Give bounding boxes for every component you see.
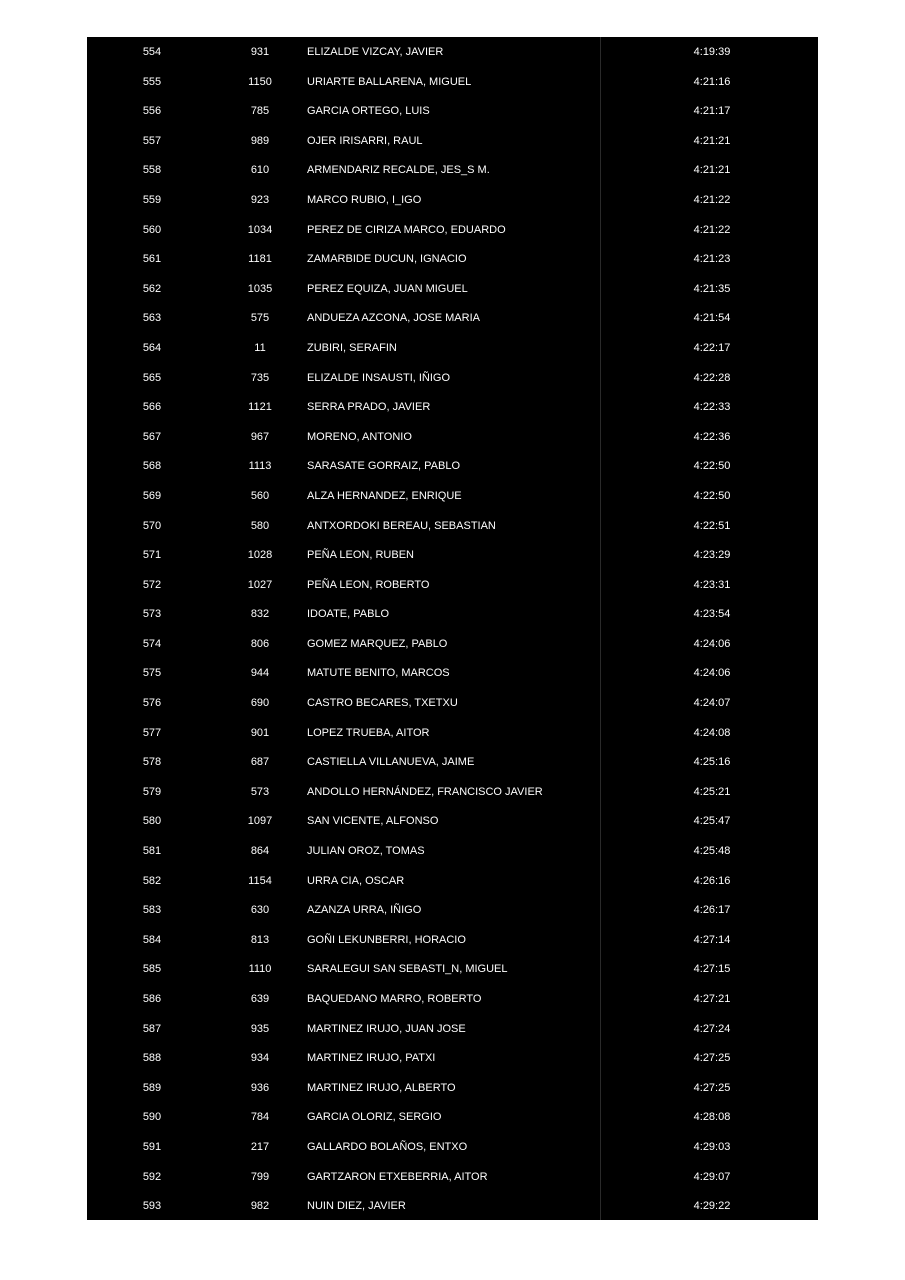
bib-cell: 1034 bbox=[247, 223, 273, 236]
position-cell: 567 bbox=[142, 430, 162, 443]
runner-name-cell: PEREZ DE CIRIZA MARCO, EDUARDO bbox=[307, 223, 506, 236]
bib-cell: 923 bbox=[250, 193, 270, 206]
bib-cell: 690 bbox=[250, 697, 270, 710]
finish-time-cell: 4:27:21 bbox=[693, 993, 731, 1005]
table-row bbox=[87, 392, 818, 422]
bib-cell: 575 bbox=[250, 312, 270, 325]
runner-name-cell: ZAMARBIDE DUCUN, IGNACIO bbox=[307, 253, 467, 266]
finish-time-cell: 4:21:23 bbox=[693, 253, 731, 266]
runner-name-cell: MARTINEZ IRUJO, ALBERTO bbox=[307, 1081, 456, 1094]
position-cell: 586 bbox=[142, 993, 162, 1005]
finish-time-cell: 4:27:24 bbox=[693, 1022, 731, 1035]
position-cell: 559 bbox=[142, 193, 162, 206]
table-row bbox=[87, 540, 818, 570]
finish-time-cell: 4:29:22 bbox=[693, 1200, 731, 1213]
runner-name-cell: GOMEZ MARQUEZ, PABLO bbox=[307, 637, 448, 650]
runner-name-cell: ZUBIRI, SERAFIN bbox=[307, 341, 397, 354]
table-row bbox=[87, 1102, 818, 1132]
position-cell: 577 bbox=[142, 726, 162, 739]
bib-cell: 639 bbox=[250, 993, 270, 1005]
finish-time-cell: 4:27:14 bbox=[693, 933, 731, 946]
runner-name-cell: SARASATE GORRAIZ, PABLO bbox=[307, 460, 461, 473]
position-cell: 568 bbox=[142, 460, 162, 473]
position-cell: 581 bbox=[142, 845, 162, 858]
finish-time-cell: 4:27:25 bbox=[693, 1052, 731, 1065]
runner-name-cell: MARTINEZ IRUJO, PATXI bbox=[307, 1052, 436, 1065]
runner-name-cell: ANTXORDOKI BEREAU, SEBASTIAN bbox=[307, 519, 496, 532]
finish-time-cell: 4:24:08 bbox=[693, 726, 731, 739]
bib-cell: 1097 bbox=[247, 815, 273, 828]
position-cell: 575 bbox=[142, 667, 162, 680]
position-cell: 563 bbox=[142, 312, 162, 325]
bib-cell: 1181 bbox=[248, 253, 272, 266]
bib-cell: 784 bbox=[250, 1111, 270, 1124]
bib-cell: 935 bbox=[250, 1022, 270, 1035]
table-row bbox=[87, 37, 818, 67]
runner-name-cell: PEREZ EQUIZA, JUAN MIGUEL bbox=[307, 282, 468, 295]
runner-name-cell: ALZA HERNANDEZ, ENRIQUE bbox=[307, 489, 462, 502]
table-row bbox=[87, 155, 818, 185]
position-cell: 585 bbox=[142, 963, 162, 976]
table-row bbox=[87, 126, 818, 156]
finish-time-cell: 4:21:22 bbox=[693, 193, 731, 206]
position-cell: 578 bbox=[142, 756, 162, 769]
runner-name-cell: GARTZARON ETXEBERRIA, AITOR bbox=[307, 1170, 488, 1183]
bib-cell: 934 bbox=[250, 1052, 270, 1065]
runner-name-cell: ELIZALDE VIZCAY, JAVIER bbox=[307, 46, 444, 58]
position-cell: 571 bbox=[142, 549, 162, 562]
position-cell: 554 bbox=[142, 46, 162, 58]
bib-cell: 1028 bbox=[247, 549, 273, 562]
finish-time-cell: 4:23:54 bbox=[693, 608, 731, 621]
position-cell: 560 bbox=[142, 223, 162, 236]
bib-cell: 806 bbox=[250, 637, 270, 650]
runner-name-cell: NUIN DIEZ, JAVIER bbox=[307, 1200, 406, 1213]
runner-name-cell: MARTINEZ IRUJO, JUAN JOSE bbox=[307, 1022, 466, 1035]
position-cell: 564 bbox=[142, 341, 162, 354]
bib-cell: 1121 bbox=[248, 401, 272, 414]
finish-time-cell: 4:22:51 bbox=[693, 519, 731, 532]
finish-time-cell: 4:22:36 bbox=[693, 430, 731, 443]
position-cell: 590 bbox=[142, 1111, 162, 1124]
position-cell: 587 bbox=[142, 1022, 162, 1035]
runner-name-cell: IDOATE, PABLO bbox=[307, 608, 390, 621]
position-cell: 593 bbox=[142, 1200, 162, 1213]
position-cell: 558 bbox=[142, 164, 162, 177]
finish-time-cell: 4:21:35 bbox=[693, 282, 731, 295]
bib-cell: 1113 bbox=[248, 460, 272, 473]
runner-name-cell: ARMENDARIZ RECALDE, JES_S M. bbox=[307, 164, 490, 177]
finish-time-cell: 4:21:54 bbox=[693, 312, 731, 325]
table-row bbox=[87, 777, 818, 807]
runner-name-cell: MORENO, ANTONIO bbox=[307, 430, 412, 443]
table-row bbox=[87, 658, 818, 688]
runner-name-cell: CASTRO BECARES, TXETXU bbox=[307, 697, 458, 710]
table-row bbox=[87, 747, 818, 777]
bib-cell: 901 bbox=[250, 726, 270, 739]
position-cell: 592 bbox=[142, 1170, 162, 1183]
finish-time-cell: 4:24:06 bbox=[693, 637, 731, 650]
finish-time-cell: 4:26:16 bbox=[693, 874, 731, 887]
finish-time-cell: 4:22:50 bbox=[693, 460, 731, 473]
table-row bbox=[87, 511, 818, 541]
runner-name-cell: MATUTE BENITO, MARCOS bbox=[307, 667, 450, 680]
finish-time-cell: 4:29:07 bbox=[693, 1170, 731, 1183]
position-cell: 588 bbox=[142, 1052, 162, 1065]
bib-cell: 832 bbox=[250, 608, 270, 621]
table-row bbox=[87, 1073, 818, 1103]
bib-cell: 982 bbox=[250, 1200, 270, 1213]
bib-cell: 785 bbox=[250, 105, 270, 118]
finish-time-cell: 4:24:07 bbox=[693, 697, 731, 710]
table-row bbox=[87, 718, 818, 748]
finish-time-cell: 4:26:17 bbox=[693, 904, 731, 917]
bib-cell: 217 bbox=[250, 1140, 270, 1153]
bib-cell: 610 bbox=[250, 164, 270, 177]
table-row bbox=[87, 836, 818, 866]
position-cell: 569 bbox=[142, 489, 162, 502]
runner-name-cell: GARCIA OLORIZ, SERGIO bbox=[307, 1111, 442, 1124]
finish-time-cell: 4:22:50 bbox=[693, 489, 731, 502]
bib-cell: 989 bbox=[250, 134, 270, 147]
finish-time-cell: 4:22:17 bbox=[693, 341, 731, 354]
table-row bbox=[87, 629, 818, 659]
bib-cell: 967 bbox=[250, 430, 270, 443]
runner-name-cell: URIARTE BALLARENA, MIGUEL bbox=[307, 75, 472, 88]
table-row bbox=[87, 895, 818, 925]
position-cell: 580 bbox=[142, 815, 162, 828]
finish-time-cell: 4:21:22 bbox=[693, 223, 731, 236]
runner-name-cell: AZANZA URRA, IÑIGO bbox=[307, 904, 422, 917]
runner-name-cell: ANDOLLO HERNÁNDEZ, FRANCISCO JAVIER bbox=[307, 785, 543, 798]
table-row bbox=[87, 67, 818, 97]
finish-time-cell: 4:25:16 bbox=[693, 756, 731, 769]
bib-cell: 560 bbox=[250, 489, 270, 502]
runner-name-cell: PEÑA LEON, ROBERTO bbox=[307, 578, 430, 591]
runner-name-cell: CASTIELLA VILLANUEVA, JAIME bbox=[307, 756, 475, 769]
runner-name-cell: LOPEZ TRUEBA, AITOR bbox=[307, 726, 430, 739]
table-row bbox=[87, 1162, 818, 1192]
position-cell: 573 bbox=[142, 608, 162, 621]
bib-cell: 687 bbox=[250, 756, 270, 769]
table-row bbox=[87, 925, 818, 955]
runner-name-cell: SERRA PRADO, JAVIER bbox=[307, 401, 431, 414]
position-cell: 557 bbox=[142, 134, 162, 147]
finish-time-cell: 4:21:21 bbox=[693, 164, 731, 177]
runner-name-cell: SARALEGUI SAN SEBASTI_N, MIGUEL bbox=[307, 963, 508, 976]
table-row bbox=[87, 984, 818, 1014]
table-row bbox=[87, 1132, 818, 1162]
runner-name-cell: URRA CIA, OSCAR bbox=[307, 874, 405, 887]
finish-time-cell: 4:21:21 bbox=[693, 134, 731, 147]
bib-cell: 1035 bbox=[247, 282, 273, 295]
bib-cell: 630 bbox=[250, 904, 270, 917]
table-row bbox=[87, 806, 818, 836]
bib-cell: 799 bbox=[250, 1170, 270, 1183]
position-cell: 579 bbox=[142, 785, 162, 798]
bib-cell: 864 bbox=[250, 845, 270, 858]
finish-time-cell: 4:29:03 bbox=[693, 1140, 731, 1153]
finish-time-cell: 4:22:28 bbox=[693, 371, 731, 384]
results-table bbox=[87, 37, 818, 1220]
position-cell: 591 bbox=[142, 1140, 162, 1153]
runner-name-cell: GOÑI LEKUNBERRI, HORACIO bbox=[307, 933, 466, 946]
table-row bbox=[87, 954, 818, 984]
runner-name-cell: OJER IRISARRI, RAUL bbox=[307, 134, 423, 147]
runner-name-cell: GARCIA ORTEGO, LUIS bbox=[307, 105, 430, 118]
table-row bbox=[87, 481, 818, 511]
bib-cell: 11 bbox=[254, 341, 266, 354]
finish-time-cell: 4:24:06 bbox=[693, 667, 731, 680]
bib-cell: 1154 bbox=[248, 874, 272, 887]
table-row bbox=[87, 185, 818, 215]
runner-name-cell: PEÑA LEON, RUBEN bbox=[307, 549, 414, 562]
position-cell: 584 bbox=[142, 933, 162, 946]
position-cell: 572 bbox=[142, 578, 162, 591]
finish-time-cell: 4:21:17 bbox=[693, 105, 731, 118]
bib-cell: 813 bbox=[250, 933, 270, 946]
runner-name-cell: BAQUEDANO MARRO, ROBERTO bbox=[307, 993, 482, 1005]
runner-name-cell: SAN VICENTE, ALFONSO bbox=[307, 815, 439, 828]
position-cell: 583 bbox=[142, 904, 162, 917]
table-row bbox=[87, 866, 818, 896]
runner-name-cell: GALLARDO BOLAÑOS, ENTXO bbox=[307, 1140, 468, 1153]
table-row bbox=[87, 451, 818, 481]
position-cell: 589 bbox=[142, 1081, 162, 1094]
bib-cell: 1110 bbox=[248, 963, 272, 976]
bib-cell: 1027 bbox=[247, 578, 273, 591]
bib-cell: 931 bbox=[250, 46, 270, 58]
finish-time-cell: 4:25:21 bbox=[693, 785, 731, 798]
finish-time-cell: 4:28:08 bbox=[693, 1111, 731, 1124]
position-cell: 555 bbox=[142, 75, 162, 88]
finish-time-cell: 4:23:31 bbox=[693, 578, 731, 591]
finish-time-cell: 4:19:39 bbox=[693, 46, 731, 58]
bib-cell: 735 bbox=[250, 371, 270, 384]
position-cell: 562 bbox=[142, 282, 162, 295]
table-row bbox=[87, 303, 818, 333]
table-row bbox=[87, 1191, 818, 1220]
finish-time-cell: 4:22:33 bbox=[693, 401, 731, 414]
table-row bbox=[87, 244, 818, 274]
table-row bbox=[87, 570, 818, 600]
bib-cell: 1150 bbox=[248, 75, 272, 88]
bib-cell: 936 bbox=[250, 1081, 270, 1094]
results-rows bbox=[87, 37, 818, 1220]
runner-name-cell: JULIAN OROZ, TOMAS bbox=[307, 845, 425, 858]
finish-time-cell: 4:25:48 bbox=[693, 845, 731, 858]
table-row bbox=[87, 599, 818, 629]
runner-name-cell: MARCO RUBIO, I_IGO bbox=[307, 193, 422, 206]
position-cell: 565 bbox=[142, 371, 162, 384]
table-row bbox=[87, 96, 818, 126]
position-cell: 582 bbox=[142, 874, 162, 887]
position-cell: 570 bbox=[142, 519, 162, 532]
finish-time-cell: 4:21:16 bbox=[693, 75, 731, 88]
table-row bbox=[87, 333, 818, 363]
table-row bbox=[87, 363, 818, 393]
bib-cell: 573 bbox=[250, 785, 270, 798]
runner-name-cell: ELIZALDE INSAUSTI, IÑIGO bbox=[307, 371, 451, 384]
table-row bbox=[87, 422, 818, 452]
table-row bbox=[87, 215, 818, 245]
table-row bbox=[87, 1014, 818, 1044]
position-cell: 566 bbox=[142, 401, 162, 414]
finish-time-cell: 4:27:25 bbox=[693, 1081, 731, 1094]
table-row bbox=[87, 274, 818, 304]
position-cell: 561 bbox=[142, 253, 162, 266]
position-cell: 574 bbox=[142, 637, 162, 650]
bib-cell: 580 bbox=[250, 519, 270, 532]
runner-name-cell: ANDUEZA AZCONA, JOSE MARIA bbox=[307, 312, 480, 325]
position-cell: 556 bbox=[142, 105, 162, 118]
bib-cell: 944 bbox=[250, 667, 270, 680]
finish-time-cell: 4:27:15 bbox=[693, 963, 731, 976]
table-row bbox=[87, 1043, 818, 1073]
position-cell: 576 bbox=[142, 697, 162, 710]
table-row bbox=[87, 688, 818, 718]
finish-time-cell: 4:25:47 bbox=[693, 815, 731, 828]
finish-time-cell: 4:23:29 bbox=[693, 549, 731, 562]
